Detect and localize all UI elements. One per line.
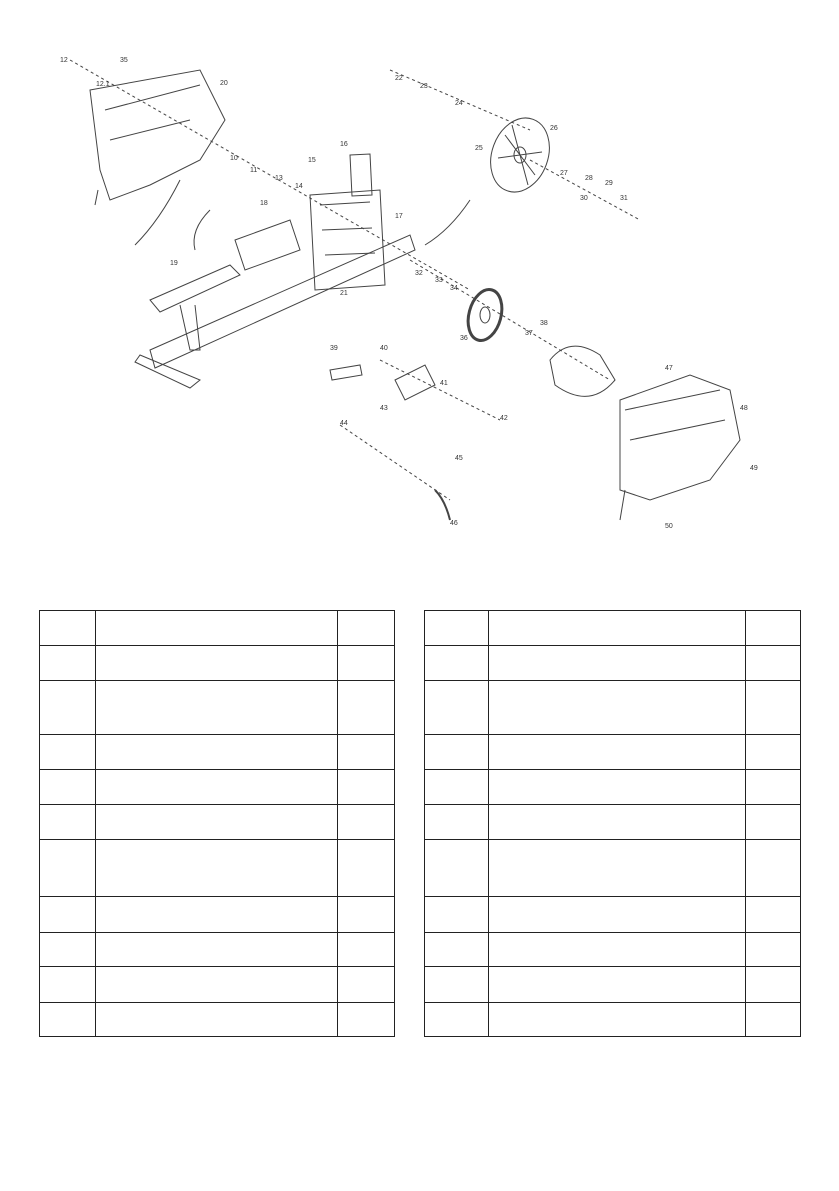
part-qty-cell [338,770,395,805]
table-row [425,611,801,646]
callout-label: 32 [415,270,423,277]
base-foot [135,355,200,388]
part-no-cell [40,770,96,805]
callout-label: 35 [120,57,128,64]
callout-label: 42 [500,415,508,422]
right-side-cover [620,375,740,500]
callout-label: 36 [460,335,468,342]
callout-label: 24 [455,100,463,107]
hardware-line [340,425,450,500]
callout-label: 49 [750,465,758,472]
table-row [425,735,801,770]
callout-label: 45 [455,455,463,462]
bracket [435,490,450,520]
part-desc-cell [489,735,746,770]
table-row [40,933,395,967]
exploded-view-diagram [50,50,790,530]
part-qty-cell [746,1003,801,1037]
part-no-cell [425,611,489,646]
callout-label: 28 [585,175,593,182]
part-no-cell [40,1003,96,1037]
part-desc-cell [96,805,338,840]
callout-label: 12.1 [96,81,110,88]
part-qty-cell [338,646,395,681]
part-qty-cell [746,735,801,770]
part-qty-cell [746,897,801,933]
parts-table-left [39,610,395,1037]
part-desc-cell [96,770,338,805]
table-row [40,1003,395,1037]
part-no-cell [40,805,96,840]
table-row [40,611,395,646]
part-desc-cell [96,1003,338,1037]
part-qty-cell [746,681,801,735]
callout-label: 29 [605,180,613,187]
table-row [425,805,801,840]
part-qty-cell [746,967,801,1003]
part-desc-cell [489,897,746,933]
table-row [425,770,801,805]
table-row [40,805,395,840]
part-desc-cell [96,967,338,1003]
callout-label: 26 [550,125,558,132]
part-qty-cell [338,805,395,840]
part-desc-cell [96,611,338,646]
callout-label: 13 [275,175,283,182]
part-desc-cell [489,646,746,681]
table-row [425,840,801,897]
callout-label: 46 [450,520,458,527]
part-no-cell [425,805,489,840]
left-axle-line [70,60,470,290]
callout-label: 23 [420,83,428,90]
seat-post [350,154,372,196]
part-desc-cell [489,933,746,967]
part-no-cell [425,770,489,805]
table-row [425,967,801,1003]
callout-label: 40 [380,345,388,352]
part-desc-cell [96,646,338,681]
callout-label: 48 [740,405,748,412]
callout-label: 39 [330,345,338,352]
seat-carriage [235,220,300,270]
part-no-cell [40,681,96,735]
callout-label: 33 [435,277,443,284]
table-row [425,681,801,735]
callout-label: 10 [230,155,238,162]
part-desc-cell [489,611,746,646]
part-no-cell [40,933,96,967]
part-desc-cell [489,770,746,805]
part-no-cell [425,646,489,681]
exploded-view-drawing [50,50,790,530]
part-no-cell [40,967,96,1003]
part-qty-cell [338,967,395,1003]
callout-label: 15 [308,157,316,164]
part-qty-cell [338,681,395,735]
part-desc-cell [96,681,338,735]
part-desc-cell [489,805,746,840]
table-row [40,967,395,1003]
part-no-cell [425,681,489,735]
left-side-cover [90,70,225,200]
part-qty-cell [338,735,395,770]
callout-label: 18 [260,200,268,207]
part-desc-cell [96,735,338,770]
crank-arm [395,365,435,400]
belt-guard [550,346,615,396]
callout-label: 31 [620,195,628,202]
callout-label: 16 [340,141,348,148]
part-no-cell [425,897,489,933]
table-row [40,681,395,735]
part-no-cell [425,1003,489,1037]
part-desc-cell [96,933,338,967]
table-row [40,735,395,770]
part-no-cell [40,840,96,897]
part-no-cell [425,735,489,770]
callout-label: 47 [665,365,673,372]
pedal-strap [330,365,362,380]
part-no-cell [425,933,489,967]
callout-label: 38 [540,320,548,327]
part-qty-cell [338,1003,395,1037]
table-row [425,646,801,681]
callout-label: 22 [395,75,403,82]
part-no-cell [40,646,96,681]
cable-left [135,180,180,245]
table-row [425,897,801,933]
part-qty-cell [746,611,801,646]
part-qty-cell [746,933,801,967]
callout-label: 37 [525,330,533,337]
table-row [425,1003,801,1037]
part-qty-cell [338,897,395,933]
callout-label: 50 [665,523,673,530]
front-stabilizer [150,265,240,312]
table-row [40,897,395,933]
part-no-cell [40,897,96,933]
part-qty-cell [338,840,395,897]
part-desc-cell [489,840,746,897]
part-no-cell [40,611,96,646]
callout-label: 12 [60,57,68,64]
belt-pulley [463,286,507,345]
callout-label: 43 [380,405,388,412]
cable-right [425,200,470,245]
part-no-cell [425,967,489,1003]
table-row [40,770,395,805]
part-desc-cell [96,840,338,897]
callout-label: 44 [340,420,348,427]
callout-label: 21 [340,290,348,297]
callout-label: 30 [580,195,588,202]
callout-label: 19 [170,260,178,267]
callout-label: 34 [450,285,458,292]
callout-label: 14 [295,183,303,190]
cable-mid [194,210,210,250]
part-desc-cell [96,897,338,933]
part-no-cell [425,840,489,897]
callout-label: 41 [440,380,448,387]
part-desc-cell [489,1003,746,1037]
table-row [40,840,395,897]
table-row [425,933,801,967]
callout-label: 11 [250,167,258,174]
pedal-axle-line [380,360,500,420]
part-qty-cell [338,933,395,967]
part-qty-cell [746,840,801,897]
parts-table-right [424,610,801,1037]
callout-label: 25 [475,145,483,152]
part-qty-cell [338,611,395,646]
part-qty-cell [746,805,801,840]
part-desc-cell [489,967,746,1003]
part-no-cell [40,735,96,770]
part-qty-cell [746,646,801,681]
table-row [40,646,395,681]
part-desc-cell [489,681,746,735]
callout-label: 17 [395,213,403,220]
callout-label: 27 [560,170,568,177]
callout-label: 20 [220,80,228,87]
part-qty-cell [746,770,801,805]
